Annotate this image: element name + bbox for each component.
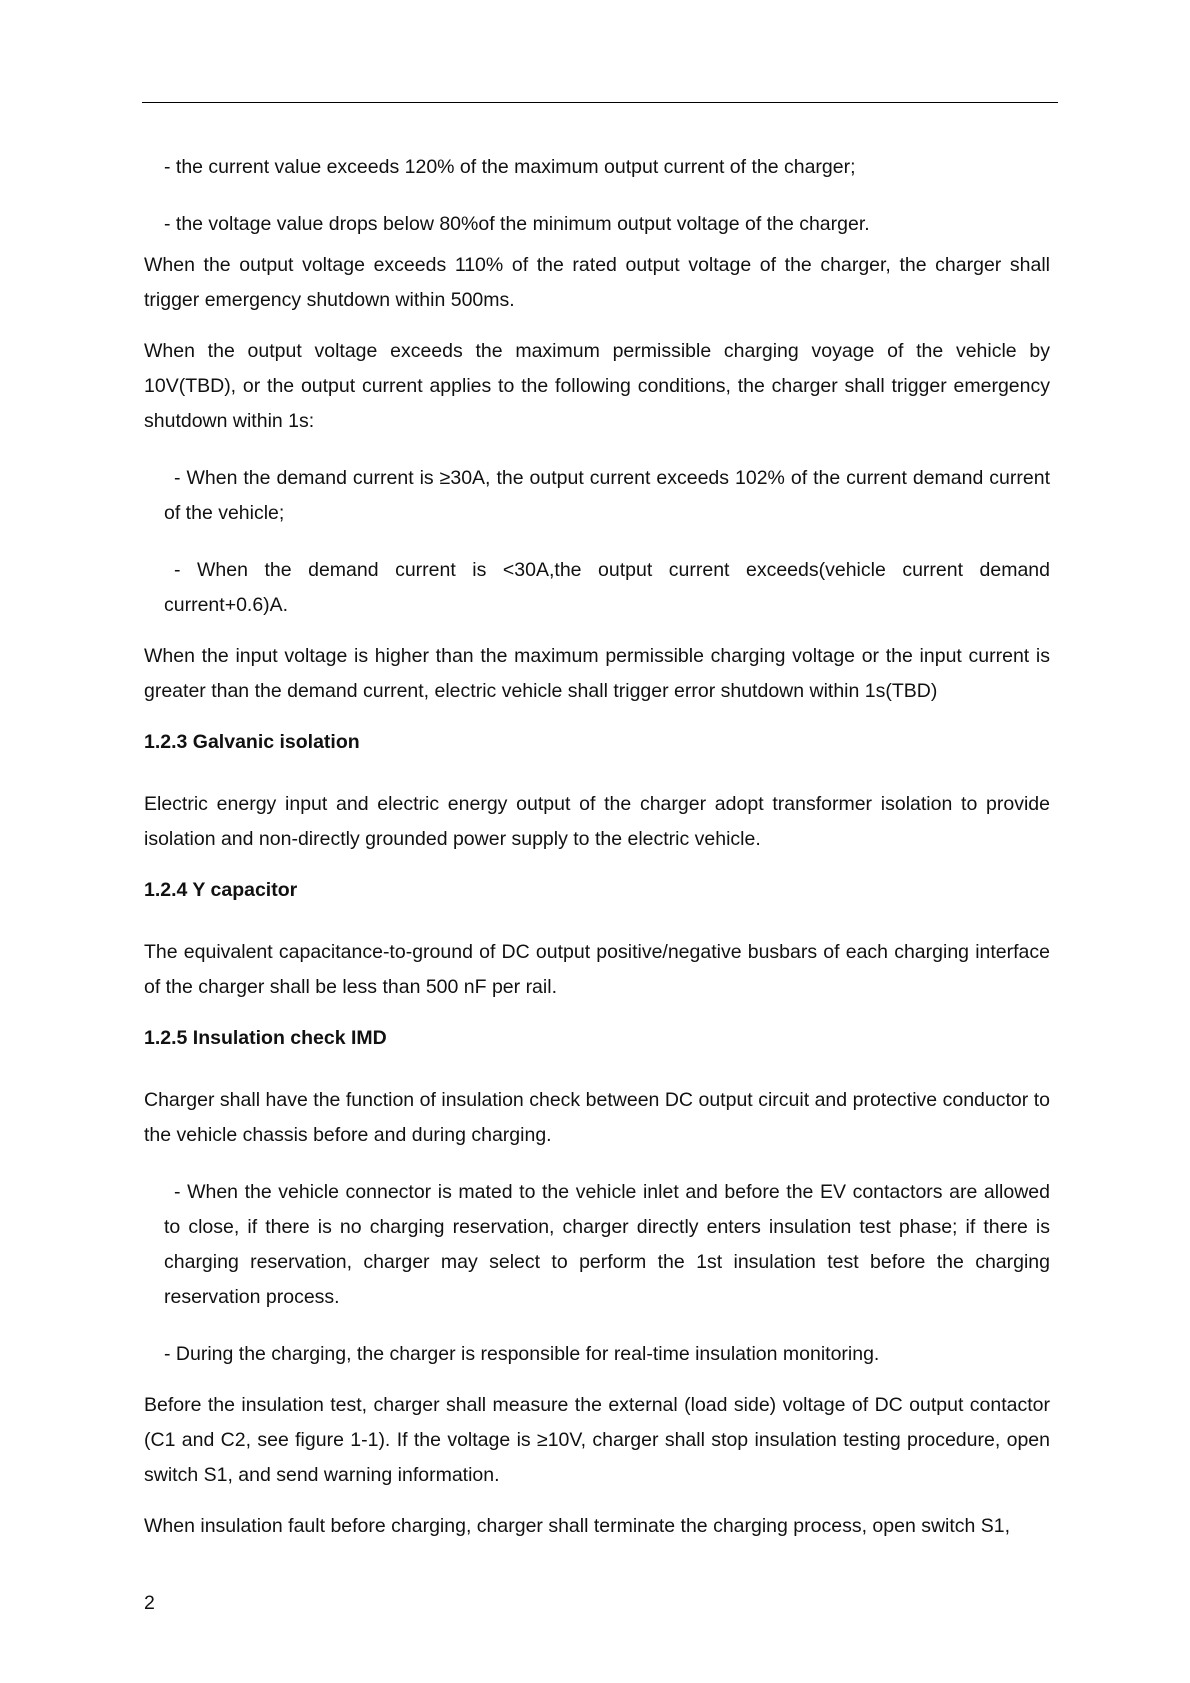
paragraph: The equivalent capacitance-to-ground of DC output positive/negative busbars of each charging interface of the charger shall be less than 500 nF per rail. bbox=[144, 941, 1050, 998]
header-rule bbox=[142, 102, 1058, 103]
page-number: 2 bbox=[144, 1592, 155, 1614]
bullet-item: - When the demand current is <30A,the output current exceeds(vehicle current demand current+0.6)A. bbox=[164, 559, 1050, 616]
bullet-item: - the voltage value drops below 80%of the minimum output voltage of the charger. bbox=[164, 213, 870, 235]
bullet-item: - the current value exceeds 120% of the maximum output current of the charger; bbox=[164, 156, 856, 178]
bullet-item: - When the demand current is ≥30A, the output current exceeds 102% of the current demand current of the vehicle; bbox=[164, 467, 1050, 524]
paragraph: When insulation fault before charging, charger shall terminate the charging process, open switch S1, bbox=[144, 1515, 1011, 1537]
paragraph: Electric energy input and electric energy output of the charger adopt transformer isolation to provide isolation and non-directly grounded power supply to the electric vehicle. bbox=[144, 793, 1050, 850]
section-heading: 1.2.5 Insulation check IMD bbox=[144, 1027, 387, 1049]
paragraph: When the output voltage exceeds 110% of the rated output voltage of the charger, the charger shall trigger emergency shutdown within 500ms. bbox=[144, 254, 1050, 311]
page-body bbox=[144, 150, 1050, 1560]
bullet-item: - During the charging, the charger is responsible for real-time insulation monitoring. bbox=[164, 1343, 880, 1365]
paragraph: Charger shall have the function of insulation check between DC output circuit and protective conductor to the vehicle chassis before and during charging. bbox=[144, 1089, 1050, 1146]
paragraph: When the output voltage exceeds the maximum permissible charging voyage of the vehicle by 10V(TBD), or the output current applies to the following conditions, the charger shall trigger emergency shutdown within 1s: bbox=[144, 340, 1050, 432]
paragraph: When the input voltage is higher than the maximum permissible charging voltage or the input current is greater than the demand current, electric vehicle shall trigger error shutdown within 1s(TBD) bbox=[144, 645, 1050, 702]
paragraph: Before the insulation test, charger shall measure the external (load side) voltage of DC output contactor (C1 and C2, see figure 1-1). If the voltage is ≥10V, charger shall stop insulation testing procedure, open switch S1, and send warning information. bbox=[144, 1394, 1050, 1486]
section-heading: 1.2.4 Y capacitor bbox=[144, 879, 298, 901]
bullet-item: - When the vehicle connector is mated to the vehicle inlet and before the EV contactors are allowed to close, if there is no charging reservation, charger directly enters insulation test phase; if there is charging reservation, charger may select to perform the 1st insulation test before the charging reservation process. bbox=[164, 1181, 1050, 1308]
section-heading: 1.2.3 Galvanic isolation bbox=[144, 731, 360, 753]
